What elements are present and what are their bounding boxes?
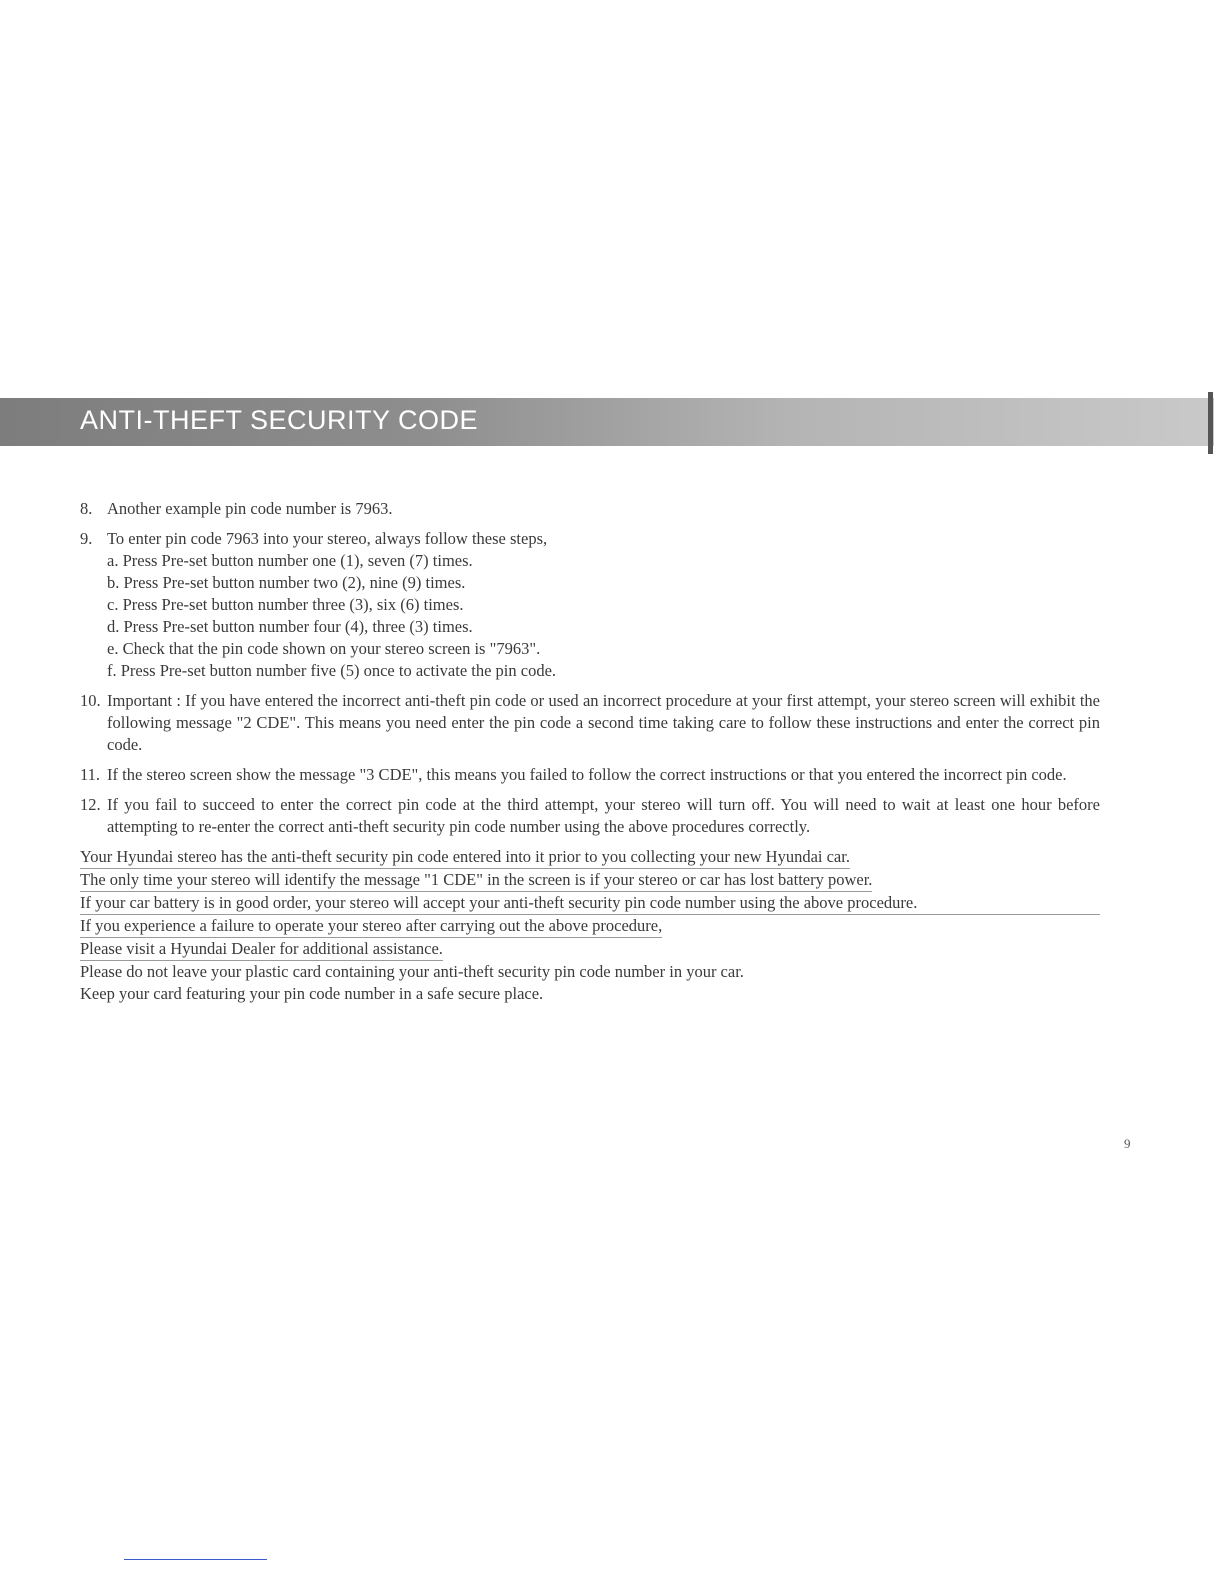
item-number: 10. xyxy=(80,691,101,710)
step-b: b. Press Pre-set button number two (2), nine (9) times. xyxy=(107,573,466,592)
step-d: d. Press Pre-set button number four (4), three (3) times. xyxy=(107,617,473,636)
step-a: a. Press Pre-set button number one (1), seven (7) times. xyxy=(107,551,473,570)
list-item-12 xyxy=(80,794,1100,838)
section-title: ANTI-THEFT SECURITY CODE xyxy=(80,405,479,435)
item-number: 11. xyxy=(80,765,101,784)
item-number: 8. xyxy=(80,499,93,518)
footer-rule xyxy=(124,1559,267,1560)
step-f: f. Press Pre-set button number five (5) once to activate the pin code. xyxy=(107,661,557,680)
note-line: Your Hyundai stereo has the anti-theft security pin code entered into it prior to you collecting your new Hyundai car. xyxy=(80,846,850,869)
note-line: If you experience a failure to operate your stereo after carrying out the above procedure, xyxy=(80,915,662,938)
item-text: If you fail to succeed to enter the correct pin code at the third attempt, your stereo will turn off. You will need to wait at least one hour before attempting to re-enter the correct anti-theft security pin code number using the above procedures correctly. xyxy=(107,795,1100,836)
note-line: Please do not leave your plastic card containing your anti-theft security pin code number in your car. xyxy=(80,962,744,981)
document-body xyxy=(80,498,1100,1005)
item-text: To enter pin code 7963 into your stereo, always follow these steps, xyxy=(107,529,548,548)
item-text: Another example pin code number is 7963. xyxy=(107,499,393,518)
list-item-8 xyxy=(80,498,1100,520)
header-edge-mark xyxy=(1208,392,1213,454)
step-e: e. Check that the pin code shown on your stereo screen is "7963". xyxy=(107,639,541,658)
step-list xyxy=(107,550,1100,682)
step-c: c. Press Pre-set button number three (3), six (6) times. xyxy=(107,595,464,614)
list-item-9 xyxy=(80,528,1100,682)
item-number: 12. xyxy=(80,795,101,814)
list-item-10 xyxy=(80,690,1100,756)
note-line: If your car battery is in good order, your stereo will accept your anti-theft security pin code number using the above procedure. xyxy=(80,892,1100,915)
page-number: 9 xyxy=(1124,1136,1131,1151)
item-text: Important : If you have entered the incorrect anti-theft pin code or used an incorrect procedure at your first attempt, your stereo screen will exhibit the following message "2 CDE". This means you need enter the pin code a second time taking care to follow these instructions and enter the correct pin code. xyxy=(107,691,1100,754)
note-line: The only time your stereo will identify the message "1 CDE" in the screen is if your stereo or car has lost battery power. xyxy=(80,869,872,892)
item-text: If the stereo screen show the message "3 CDE", this means you failed to follow the correct instructions or that you entered the incorrect pin code. xyxy=(107,765,1067,784)
list-item-11 xyxy=(80,764,1100,786)
item-number: 9. xyxy=(80,529,93,548)
note-line: Keep your card featuring your pin code number in a safe secure place. xyxy=(80,984,544,1003)
note-line: Please visit a Hyundai Dealer for additional assistance. xyxy=(80,938,443,961)
notes-section xyxy=(80,846,1100,1005)
